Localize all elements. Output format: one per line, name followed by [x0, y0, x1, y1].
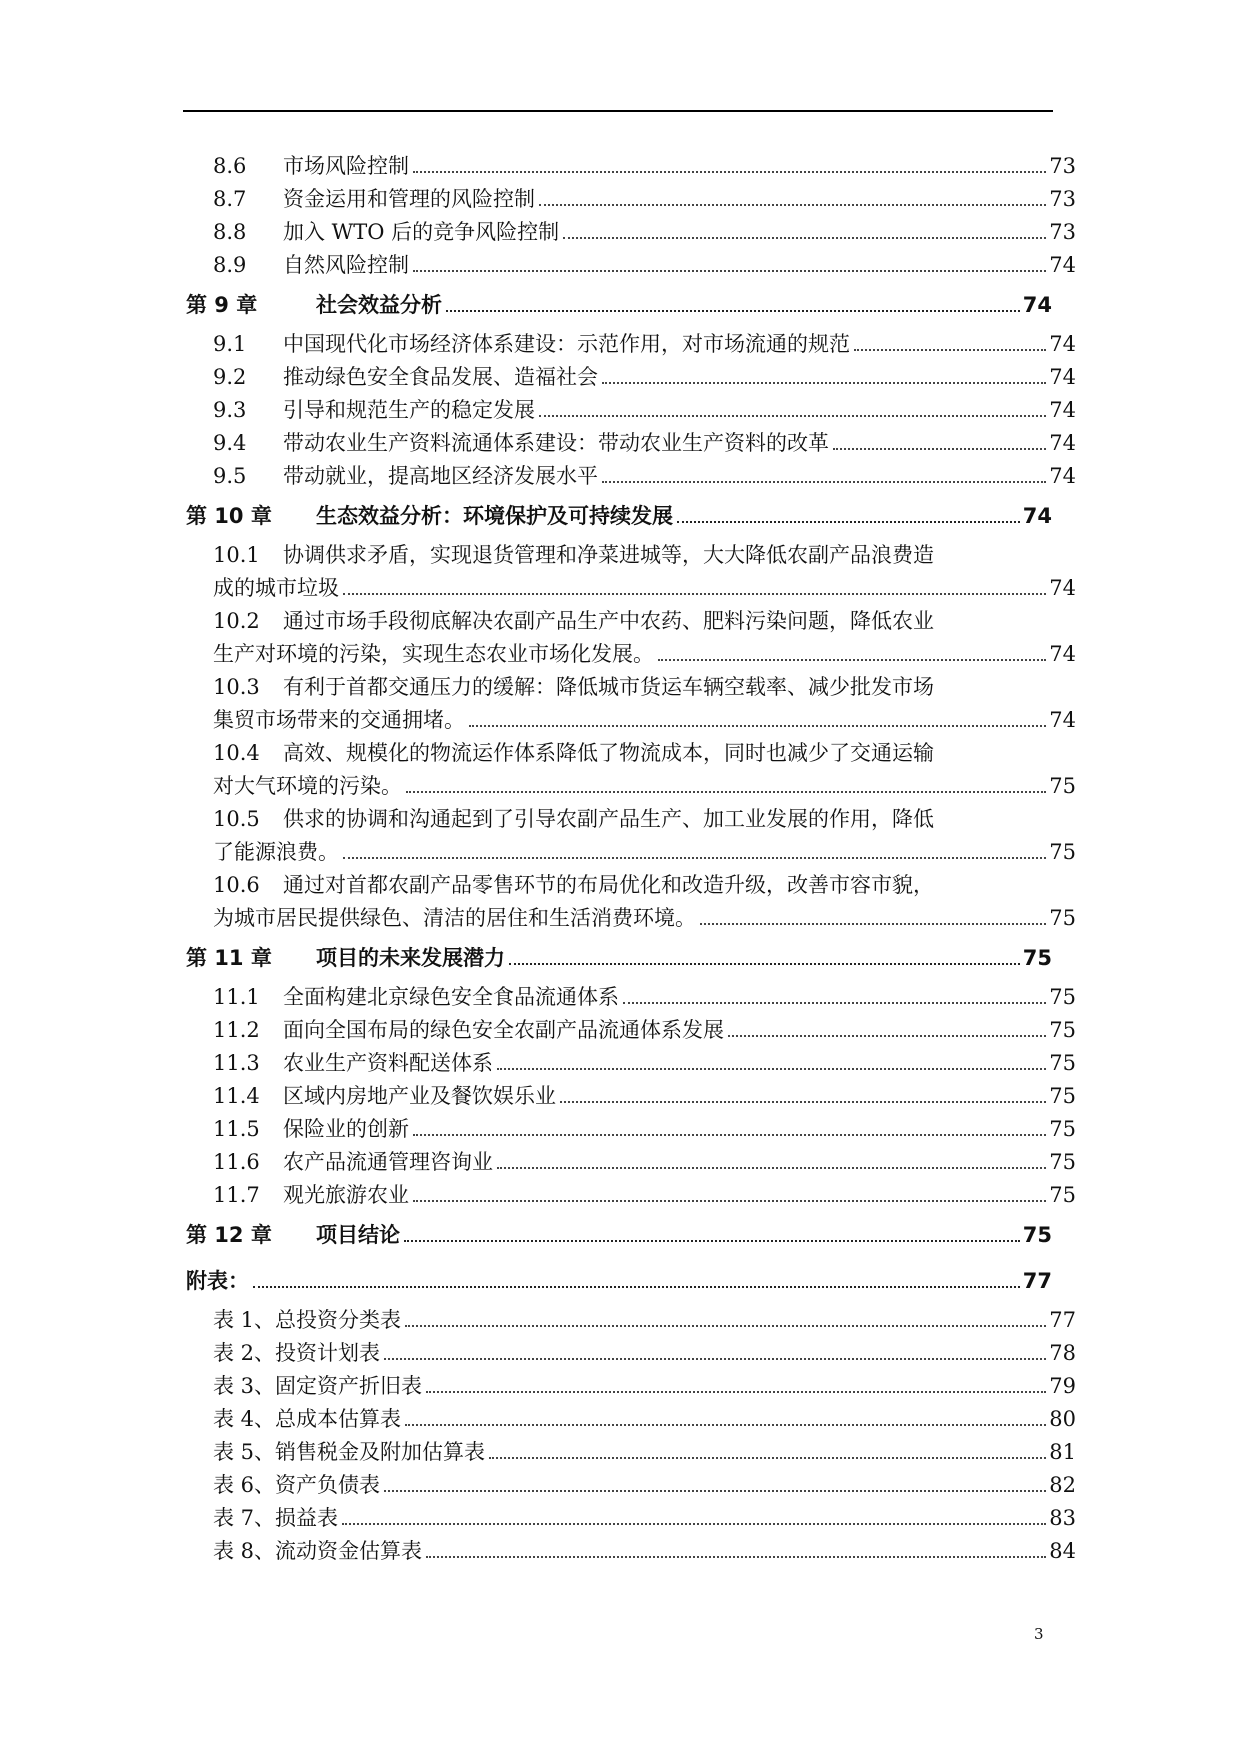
- header-rule: [183, 110, 1053, 112]
- dot-leader: [384, 1358, 1046, 1360]
- toc-entry-page: 73: [1049, 187, 1076, 211]
- dot-leader: [602, 382, 1046, 384]
- dot-leader: [342, 1523, 1046, 1525]
- table-of-contents: [186, 150, 1076, 1568]
- toc-entry-number: 11.1: [213, 985, 260, 1009]
- toc-entry-page: 75: [1049, 1117, 1076, 1141]
- toc-appendix[interactable]: [186, 1258, 1052, 1304]
- dot-leader: [426, 1556, 1046, 1558]
- toc-entry-11-7[interactable]: [186, 1179, 1076, 1212]
- toc-chapter-11[interactable]: [186, 935, 1052, 981]
- toc-entry-title-line1: 通过市场手段彻底解决农副产品生产中农药、肥料污染问题，降低农业: [283, 609, 934, 633]
- toc-entry-page: 74: [1049, 431, 1076, 455]
- toc-entry-number: 8.8: [213, 220, 247, 244]
- toc-table-page: 78: [1049, 1341, 1076, 1365]
- toc-table-page: 84: [1049, 1539, 1076, 1563]
- toc-table-2[interactable]: [186, 1337, 1076, 1370]
- toc-chapter-number: 第 11 章: [186, 946, 272, 970]
- toc-entry-title: 资金运用和管理的风险控制: [283, 187, 535, 211]
- toc-table-page: 81: [1049, 1440, 1076, 1464]
- toc-table-3[interactable]: [186, 1370, 1076, 1403]
- toc-entry-8-9[interactable]: [186, 249, 1076, 282]
- dot-leader: [509, 963, 1020, 965]
- dot-leader: [497, 1068, 1046, 1070]
- toc-entry-page: 74: [1049, 708, 1076, 732]
- toc-entry-title: 加入 WTO 后的竞争风险控制: [283, 220, 560, 244]
- dot-leader: [539, 415, 1046, 417]
- toc-entry-number: 10.3: [213, 675, 260, 699]
- toc-chapter-number: 第 9 章: [186, 293, 258, 317]
- toc-entry-page: 73: [1049, 154, 1076, 178]
- dot-leader: [563, 237, 1046, 239]
- toc-entry-page: 75: [1049, 1150, 1076, 1174]
- dot-leader: [623, 1002, 1046, 1004]
- toc-entry-title: 全面构建北京绿色安全食品流通体系: [283, 985, 619, 1009]
- toc-entry-title: 中国现代化市场经济体系建设：示范作用，对市场流通的规范: [283, 332, 850, 356]
- dot-leader: [497, 1167, 1046, 1169]
- toc-entry-11-3[interactable]: [186, 1047, 1076, 1080]
- toc-table-title: 表 3、固定资产折旧表: [213, 1374, 423, 1398]
- dot-leader: [413, 270, 1046, 272]
- toc-entry-title-line2: 对大气环境的污染。: [213, 774, 402, 798]
- toc-entry-10-6[interactable]: [186, 869, 1076, 935]
- toc-table-8[interactable]: [186, 1535, 1076, 1568]
- toc-entry-10-1[interactable]: [186, 539, 1076, 605]
- toc-entry-8-8[interactable]: [186, 216, 1076, 249]
- toc-entry-9-2[interactable]: [186, 361, 1076, 394]
- toc-chapter-12[interactable]: [186, 1212, 1052, 1258]
- toc-entry-page: 75: [1049, 1018, 1076, 1042]
- dot-leader: [384, 1490, 1046, 1492]
- toc-entry-title-line1: 供求的协调和沟通起到了引导农副产品生产、加工业发展的作用，降低: [283, 807, 934, 831]
- toc-entry-page: 74: [1049, 253, 1076, 277]
- dot-leader: [602, 481, 1046, 483]
- toc-entry-title: 市场风险控制: [283, 154, 409, 178]
- toc-table-page: 82: [1049, 1473, 1076, 1497]
- toc-entry-number: 9.3: [213, 398, 247, 422]
- toc-table-title: 表 6、资产负债表: [213, 1473, 381, 1497]
- toc-entry-page: 75: [1049, 774, 1076, 798]
- dot-leader: [343, 857, 1046, 859]
- toc-table-page: 79: [1049, 1374, 1076, 1398]
- toc-entry-11-1[interactable]: [186, 981, 1076, 1014]
- toc-entry-page: 74: [1049, 464, 1076, 488]
- toc-entry-number: 11.5: [213, 1117, 260, 1141]
- toc-entry-title: 带动就业，提高地区经济发展水平: [283, 464, 598, 488]
- toc-entry-number: 8.7: [213, 187, 247, 211]
- dot-leader: [406, 791, 1046, 793]
- toc-entry-9-3[interactable]: [186, 394, 1076, 427]
- toc-entry-page: 74: [1049, 642, 1076, 666]
- toc-entry-title-line1: 高效、规模化的物流运作体系降低了物流成本，同时也减少了交通运输: [283, 741, 934, 765]
- toc-entry-page: 73: [1049, 220, 1076, 244]
- toc-chapter-title: 社会效益分析: [316, 293, 442, 317]
- toc-entry-11-6[interactable]: [186, 1146, 1076, 1179]
- toc-chapter-10[interactable]: [186, 493, 1052, 539]
- toc-table-page: 77: [1049, 1308, 1076, 1332]
- dot-leader: [405, 1325, 1046, 1327]
- toc-entry-number: 11.4: [213, 1084, 260, 1108]
- toc-entry-title: 农产品流通管理咨询业: [283, 1150, 493, 1174]
- dot-leader: [413, 1134, 1046, 1136]
- toc-entry-title: 面向全国布局的绿色安全农副产品流通体系发展: [283, 1018, 724, 1042]
- toc-entry-page: 75: [1049, 1084, 1076, 1108]
- toc-chapter-number: 第 10 章: [186, 504, 272, 528]
- toc-chapter-title: 项目的未来发展潜力: [316, 946, 505, 970]
- toc-entry-title-line1: 通过对首都农副产品零售环节的布局优化和改造升级，改善市容市貌，: [283, 873, 934, 897]
- toc-entry-10-3[interactable]: [186, 671, 1076, 737]
- toc-entry-number: 8.9: [213, 253, 247, 277]
- toc-entry-title-line2: 生产对环境的污染，实现生态农业市场化发展。: [213, 642, 654, 666]
- dot-leader: [489, 1457, 1046, 1459]
- toc-entry-number: 10.4: [213, 741, 260, 765]
- dot-leader: [469, 725, 1046, 727]
- toc-entry-11-5[interactable]: [186, 1113, 1076, 1146]
- toc-table-title: 表 2、投资计划表: [213, 1341, 381, 1365]
- toc-chapter-page: 74: [1022, 504, 1052, 528]
- toc-entry-10-5[interactable]: [186, 803, 1076, 869]
- toc-entry-page: 75: [1049, 906, 1076, 930]
- toc-entry-number: 8.6: [213, 154, 247, 178]
- dot-leader: [658, 659, 1046, 661]
- toc-chapter-number: 第 12 章: [186, 1223, 272, 1247]
- toc-entry-title: 推动绿色安全食品发展、造福社会: [283, 365, 598, 389]
- toc-entry-9-5[interactable]: [186, 460, 1076, 493]
- toc-entry-number: 9.5: [213, 464, 247, 488]
- dot-leader: [833, 448, 1046, 450]
- toc-entry-page: 74: [1049, 365, 1076, 389]
- toc-entry-title-line2: 集贸市场带来的交通拥堵。: [213, 708, 465, 732]
- toc-entry-number: 9.2: [213, 365, 247, 389]
- toc-entry-8-6[interactable]: [186, 150, 1076, 183]
- dot-leader: [405, 1424, 1046, 1426]
- dot-leader: [253, 1286, 1020, 1288]
- toc-entry-10-2[interactable]: [186, 605, 1076, 671]
- toc-table-6[interactable]: [186, 1469, 1076, 1502]
- toc-entry-title: 带动农业生产资料流通体系建设：带动农业生产资料的改革: [283, 431, 829, 455]
- dot-leader: [700, 923, 1046, 925]
- toc-table-page: 80: [1049, 1407, 1076, 1431]
- toc-chapter-title: 生态效益分析：环境保护及可持续发展: [316, 504, 673, 528]
- dot-leader: [343, 593, 1046, 595]
- toc-entry-number: 9.1: [213, 332, 247, 356]
- dot-leader: [426, 1391, 1046, 1393]
- dot-leader: [854, 349, 1046, 351]
- dot-leader: [560, 1101, 1046, 1103]
- toc-entry-8-7[interactable]: [186, 183, 1076, 216]
- toc-entry-title-line2: 成的城市垃圾: [213, 576, 339, 600]
- toc-entry-page: 75: [1049, 1051, 1076, 1075]
- toc-table-title: 表 8、流动资金估算表: [213, 1539, 423, 1563]
- dot-leader: [413, 171, 1046, 173]
- toc-entry-10-4[interactable]: [186, 737, 1076, 803]
- toc-entry-number: 11.2: [213, 1018, 260, 1042]
- toc-chapter-page: 74: [1022, 293, 1052, 317]
- toc-entry-title-line2: 为城市居民提供绿色、清洁的居住和生活消费环境。: [213, 906, 696, 930]
- dot-leader: [728, 1035, 1046, 1037]
- toc-entry-11-4[interactable]: [186, 1080, 1076, 1113]
- toc-entry-number: 10.2: [213, 609, 260, 633]
- toc-chapter-title: 项目结论: [316, 1223, 400, 1247]
- toc-entry-number: 11.6: [213, 1150, 260, 1174]
- toc-table-1[interactable]: [186, 1304, 1076, 1337]
- toc-entry-title-line1: 协调供求矛盾，实现退货管理和净菜进城等，大大降低农副产品浪费造: [283, 543, 934, 567]
- toc-entry-title: 引导和规范生产的稳定发展: [283, 398, 535, 422]
- toc-chapter-page: 75: [1022, 946, 1052, 970]
- page-number: 3: [1034, 1625, 1044, 1643]
- dot-leader: [539, 204, 1046, 206]
- toc-table-title: 表 7、损益表: [213, 1506, 339, 1530]
- toc-table-5[interactable]: [186, 1436, 1076, 1469]
- toc-table-4[interactable]: [186, 1403, 1076, 1436]
- toc-chapter-9[interactable]: [186, 282, 1052, 328]
- dot-leader: [413, 1200, 1046, 1202]
- toc-entry-11-2[interactable]: [186, 1014, 1076, 1047]
- toc-table-7[interactable]: [186, 1502, 1076, 1535]
- toc-entry-number: 9.4: [213, 431, 247, 455]
- toc-entry-page: 75: [1049, 840, 1076, 864]
- dot-leader: [677, 521, 1020, 523]
- toc-entry-page: 75: [1049, 985, 1076, 1009]
- toc-appendix-title: 附表：: [186, 1269, 249, 1293]
- toc-entry-number: 11.3: [213, 1051, 260, 1075]
- toc-entry-number: 11.7: [213, 1183, 260, 1207]
- toc-entry-number: 10.6: [213, 873, 260, 897]
- toc-table-title: 表 5、销售税金及附加估算表: [213, 1440, 486, 1464]
- toc-table-title: 表 1、总投资分类表: [213, 1308, 402, 1332]
- toc-entry-9-1[interactable]: [186, 328, 1076, 361]
- toc-entry-number: 10.1: [213, 543, 260, 567]
- dot-leader: [404, 1240, 1020, 1242]
- toc-entry-title: 保险业的创新: [283, 1117, 409, 1141]
- toc-entry-number: 10.5: [213, 807, 260, 831]
- toc-table-title: 表 4、总成本估算表: [213, 1407, 402, 1431]
- toc-chapter-page: 75: [1022, 1223, 1052, 1247]
- toc-entry-page: 75: [1049, 1183, 1076, 1207]
- toc-entry-page: 74: [1049, 576, 1076, 600]
- toc-entry-title-line1: 有利于首都交通压力的缓解：降低城市货运车辆空载率、减少批发市场: [283, 675, 934, 699]
- toc-entry-page: 74: [1049, 398, 1076, 422]
- dot-leader: [446, 310, 1020, 312]
- toc-entry-title: 自然风险控制: [283, 253, 409, 277]
- toc-table-page: 83: [1049, 1506, 1076, 1530]
- toc-appendix-page: 77: [1022, 1269, 1052, 1293]
- toc-entry-title: 农业生产资料配送体系: [283, 1051, 493, 1075]
- toc-entry-title-line2: 了能源浪费。: [213, 840, 339, 864]
- toc-entry-page: 74: [1049, 332, 1076, 356]
- toc-entry-title: 区域内房地产业及餐饮娱乐业: [283, 1084, 556, 1108]
- toc-entry-9-4[interactable]: [186, 427, 1076, 460]
- toc-entry-title: 观光旅游农业: [283, 1183, 409, 1207]
